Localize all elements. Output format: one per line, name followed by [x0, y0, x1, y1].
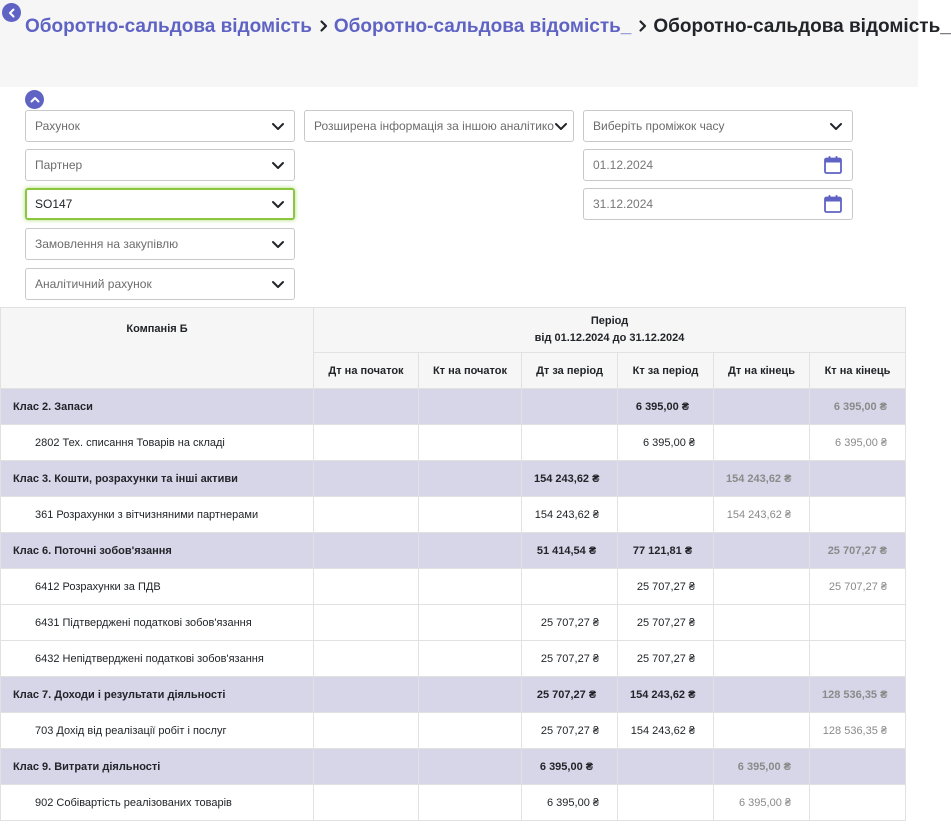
cell-value: 6 395,00 ₴: [714, 785, 810, 821]
period-select-value: Виберіть проміжок часу: [593, 119, 725, 133]
chevron-right-icon: [319, 16, 329, 38]
company-header: [1, 308, 314, 389]
chevron-down-icon: [271, 119, 285, 133]
row-name: 6412 Розрахунки за ПДВ: [1, 569, 314, 605]
cell-value: [714, 569, 810, 605]
cell-value: [522, 425, 618, 461]
cell-value: [618, 461, 714, 497]
class-row[interactable]: [1, 749, 906, 785]
cell-value: [714, 425, 810, 461]
cell-value: [810, 749, 906, 785]
analytic-account-select[interactable]: [25, 268, 295, 300]
cell-value: 154 243,62 ₴: [522, 461, 618, 497]
chevron-left-icon: [7, 8, 17, 18]
breadcrumb-current: Оборотно-сальдова відомість_: [653, 16, 951, 37]
chevron-down-icon: [271, 158, 285, 172]
chevron-right-icon: [638, 16, 648, 38]
cell-value: 154 243,62 ₴: [714, 461, 810, 497]
cell-value: [810, 605, 906, 641]
cell-value: [314, 569, 419, 605]
cell-value: [419, 389, 522, 425]
row-name: 2802 Тех. списання Товарів на складі: [1, 425, 314, 461]
cell-value: [314, 389, 419, 425]
class-row[interactable]: [1, 677, 906, 713]
cell-value: [714, 677, 810, 713]
cell-value: [618, 749, 714, 785]
purchase-order-select-value: Замовлення на закупівлю: [35, 237, 179, 251]
account-row[interactable]: [1, 785, 906, 821]
cell-value: 154 243,62 ₴: [618, 677, 714, 713]
cell-value: [314, 533, 419, 569]
cell-value: [314, 749, 419, 785]
cell-value: [314, 785, 419, 821]
extended-info-select-value: Розширена інформація за іншою аналітико: [314, 119, 554, 133]
column-header[interactable]: Дт на початок: [314, 353, 419, 389]
cell-value: [314, 677, 419, 713]
cell-value: [714, 605, 810, 641]
calendar-icon[interactable]: [823, 194, 843, 214]
cell-value: [419, 425, 522, 461]
date-to-value: 31.12.2024: [593, 197, 654, 211]
chevron-down-icon: [271, 277, 285, 291]
breadcrumb-item-1[interactable]: Оборотно-сальдова відомість: [25, 16, 312, 37]
row-name: 6432 Непідтверджені податкові зобов'язання: [1, 641, 314, 677]
cell-value: [419, 785, 522, 821]
analytic-account-select-value: Аналітичний рахунок: [35, 277, 152, 291]
cell-value: [419, 605, 522, 641]
cell-value: 154 243,62 ₴: [714, 497, 810, 533]
cell-value: [314, 461, 419, 497]
account-row[interactable]: [1, 641, 906, 677]
cell-value: 25 707,27 ₴: [618, 605, 714, 641]
class-row[interactable]: [1, 461, 906, 497]
period-title: Період: [590, 315, 629, 327]
account-row[interactable]: [1, 497, 906, 533]
row-name: 6431 Підтверджені податкові зобов'язання: [1, 605, 314, 641]
cell-value: 51 414,54 ₴: [522, 533, 618, 569]
cell-value: [419, 569, 522, 605]
cell-value: 128 536,35 ₴: [810, 677, 906, 713]
date-from-input[interactable]: [583, 149, 853, 181]
company-name: Компанія Б: [126, 323, 188, 335]
calendar-icon[interactable]: [823, 155, 843, 175]
row-name: Клас 9. Витрати діяльності: [1, 749, 314, 785]
breadcrumb-item-2[interactable]: Оборотно-сальдова відомість_: [333, 16, 632, 37]
column-header[interactable]: Кт на початок: [419, 353, 522, 389]
cell-value: 25 707,27 ₴: [522, 713, 618, 749]
period-header: [314, 308, 906, 353]
account-row[interactable]: [1, 425, 906, 461]
cell-value: [419, 677, 522, 713]
cell-value: [314, 713, 419, 749]
cell-value: [419, 533, 522, 569]
collapse-filters-button[interactable]: [25, 90, 44, 109]
cell-value: [314, 497, 419, 533]
account-row[interactable]: [1, 569, 906, 605]
cell-value: 6 395,00 ₴: [618, 389, 714, 425]
column-header[interactable]: Дт на кінець: [714, 353, 810, 389]
cell-value: 6 395,00 ₴: [522, 785, 618, 821]
cell-value: 25 707,27 ₴: [810, 569, 906, 605]
cell-value: [810, 497, 906, 533]
class-row[interactable]: [1, 389, 906, 425]
account-select-value: Рахунок: [35, 119, 80, 133]
cell-value: [314, 641, 419, 677]
order-select[interactable]: [25, 188, 295, 220]
cell-value: [419, 461, 522, 497]
turnover-balance-table: [0, 307, 906, 821]
order-select-value: SO147: [35, 197, 73, 211]
row-name: 902 Собівартість реалізованих товарів: [1, 785, 314, 821]
cell-value: [314, 425, 419, 461]
cell-value: 154 243,62 ₴: [522, 497, 618, 533]
partner-select[interactable]: [25, 149, 295, 181]
cell-value: [314, 605, 419, 641]
cell-value: [419, 713, 522, 749]
cell-value: [522, 389, 618, 425]
purchase-order-select[interactable]: [25, 228, 295, 260]
cell-value: [522, 569, 618, 605]
chevron-down-icon: [554, 119, 568, 133]
cell-value: [714, 641, 810, 677]
cell-value: 25 707,27 ₴: [618, 641, 714, 677]
cell-value: 6 395,00 ₴: [522, 749, 618, 785]
chevron-down-icon: [829, 119, 843, 133]
column-header[interactable]: Дт за період: [522, 353, 618, 389]
breadcrumb: [25, 16, 951, 38]
cell-value: [618, 785, 714, 821]
cell-value: 6 395,00 ₴: [810, 425, 906, 461]
row-name: 703 Дохід від реалізації робіт і послуг: [1, 713, 314, 749]
cell-value: 25 707,27 ₴: [810, 533, 906, 569]
row-name: Клас 6. Поточні зобов'язання: [1, 533, 314, 569]
cell-value: 25 707,27 ₴: [522, 641, 618, 677]
cell-value: 25 707,27 ₴: [522, 605, 618, 641]
account-row[interactable]: [1, 605, 906, 641]
cell-value: [714, 533, 810, 569]
cell-value: [618, 497, 714, 533]
chevron-down-icon: [271, 237, 285, 251]
period-range: від 01.12.2024 до 31.12.2024: [534, 332, 685, 344]
cell-value: 25 707,27 ₴: [618, 569, 714, 605]
extended-info-select[interactable]: [304, 110, 574, 142]
back-button[interactable]: [2, 3, 21, 22]
cell-value: [419, 641, 522, 677]
page-header: [0, 0, 951, 87]
cell-value: [810, 461, 906, 497]
period-select[interactable]: [583, 110, 853, 142]
column-header[interactable]: Кт за період: [618, 353, 714, 389]
date-to-input[interactable]: [583, 188, 853, 220]
cell-value: [714, 713, 810, 749]
account-select[interactable]: [25, 110, 295, 142]
row-name: Клас 3. Кошти, розрахунки та інші активи: [1, 461, 314, 497]
class-row[interactable]: [1, 533, 906, 569]
column-header[interactable]: Кт на кінець: [810, 353, 906, 389]
cell-value: 6 395,00 ₴: [810, 389, 906, 425]
cell-value: [419, 497, 522, 533]
cell-value: 6 395,00 ₴: [618, 425, 714, 461]
cell-value: 154 243,62 ₴: [618, 713, 714, 749]
date-from-value: 01.12.2024: [593, 158, 654, 172]
account-row[interactable]: [1, 713, 906, 749]
row-name: 361 Розрахунки з вітчизняними партнерами: [1, 497, 314, 533]
cell-value: 6 395,00 ₴: [714, 749, 810, 785]
partner-select-value: Партнер: [35, 158, 83, 172]
cell-value: 77 121,81 ₴: [618, 533, 714, 569]
chevron-down-icon: [271, 197, 285, 211]
cell-value: 25 707,27 ₴: [522, 677, 618, 713]
cell-value: [810, 785, 906, 821]
cell-value: [714, 389, 810, 425]
row-name: Клас 2. Запаси: [1, 389, 314, 425]
cell-value: 128 536,35 ₴: [810, 713, 906, 749]
chevron-up-icon: [30, 95, 40, 105]
cell-value: [810, 641, 906, 677]
row-name: Клас 7. Доходи і результати діяльності: [1, 677, 314, 713]
cell-value: [419, 749, 522, 785]
